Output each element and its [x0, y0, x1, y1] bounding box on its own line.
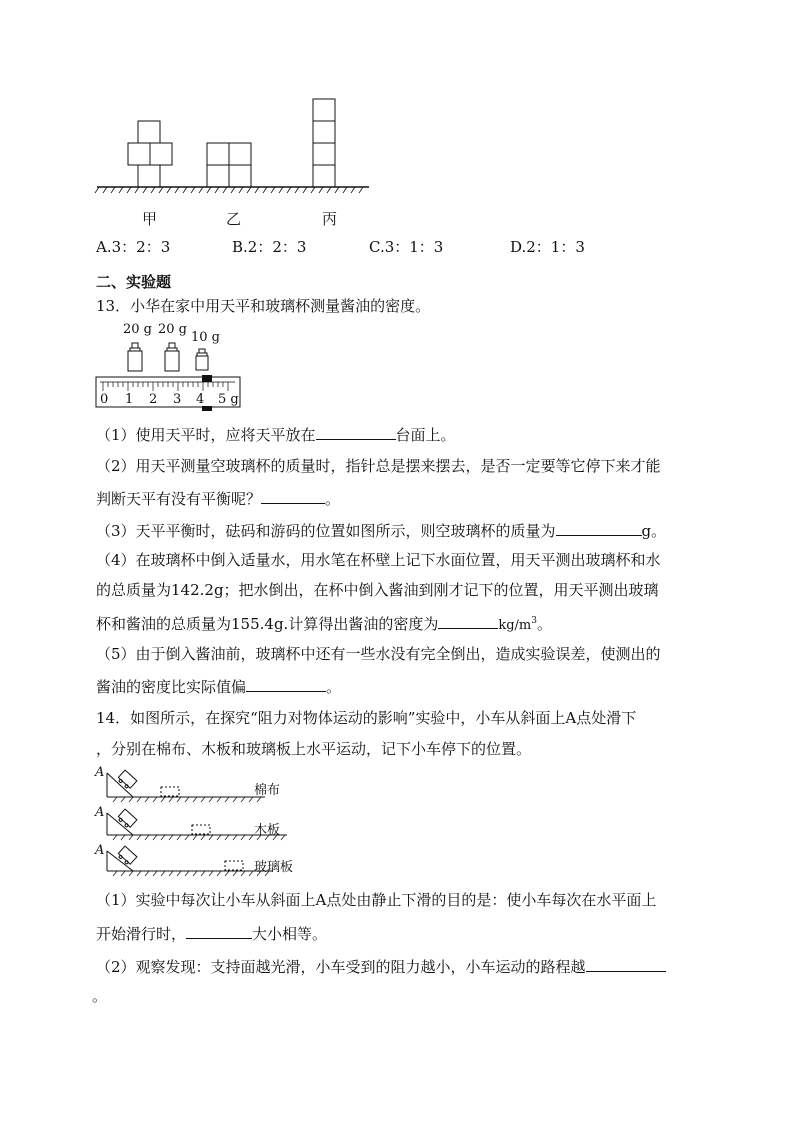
- q13-part2-line1: （2）用天平测量空玻璃杯的质量时，指针总是摆来摆去，是否一定要等它停下来才能: [96, 457, 661, 475]
- ramp3-surface-label: 玻璃板: [254, 860, 294, 875]
- q13-part4-line1: （4）在玻璃杯中倒入适量水，用水笔在杯壁上记下水面位置，用天平测出玻璃杯和水: [96, 551, 661, 569]
- weight-label-3: 10 g: [191, 330, 220, 345]
- q13-part1: [96, 423, 456, 445]
- section-title: 二、实验题: [96, 273, 172, 291]
- q14-part2-line1: [96, 955, 666, 977]
- ramp1-surface-label: 棉布: [254, 783, 281, 798]
- q13-part4-unit-exp: 3: [531, 616, 537, 626]
- tick-5: 5 g: [218, 392, 239, 407]
- q13-blank-5[interactable]: [246, 675, 326, 692]
- blocks-figure: [95, 95, 375, 195]
- q13-part2-text-a: 判断天平有没有平衡呢？: [96, 490, 262, 508]
- q13-part4-unit: kg/m: [498, 618, 532, 633]
- q13-part2-line2: [96, 487, 340, 509]
- tick-1: 1: [125, 392, 134, 407]
- q13-blank-2[interactable]: [261, 487, 325, 504]
- option-c: C.3：1：3: [369, 238, 444, 256]
- q13-blank-1[interactable]: [316, 423, 396, 440]
- q13-blank-4[interactable]: [438, 612, 498, 629]
- q14-blank-1[interactable]: [186, 922, 252, 939]
- tick-4: 4: [196, 392, 205, 407]
- weight-10g: [196, 349, 208, 370]
- option-d: D.2：1：3: [510, 238, 585, 256]
- q13-part3: [96, 519, 666, 541]
- weight-20g-1: [128, 343, 142, 371]
- ramp1-point-label: A: [95, 765, 105, 780]
- q13-part5-text-b: 。: [326, 678, 342, 696]
- q14-part1-text-b: 大小相等。: [252, 925, 328, 943]
- q14-stem-line2: ，分别在棉布、木板和玻璃板上水平运动，记下小车停下的位置。: [96, 740, 532, 758]
- weight-label-1: 20 g: [123, 322, 152, 337]
- q13-part2-text-b: 。: [325, 490, 341, 508]
- q14-part1-line1: （1）实验中每次让小车从斜面上A点处由静止下滑的目的是：使小车每次在水平面上: [96, 891, 657, 909]
- scale-rider-top: [202, 375, 212, 382]
- q13-part5-line1: （5）由于倒入酱油前，玻璃杯中还有一些水没有完全倒出，造成实验误差，使测出的: [96, 645, 661, 663]
- q13-part5-text-a: 酱油的密度比实际值偏: [96, 678, 247, 696]
- q14-blank-2[interactable]: [586, 955, 666, 972]
- label-yi: 乙: [226, 210, 242, 228]
- q13-blank-3[interactable]: [556, 519, 642, 536]
- ramp-cloth: [107, 770, 265, 802]
- q14-part1-line2: [96, 922, 327, 944]
- q14-stem-line1: 14．如图所示，在探究“阻力对物体运动的影响”实验中，小车从斜面上A点处滑下: [96, 709, 637, 727]
- q13-part3-text-b: g。: [641, 522, 667, 540]
- ramp2-point-label: A: [95, 805, 105, 820]
- q13-part1-text-a: （1）使用天平时，应将天平放在: [96, 426, 316, 444]
- ramp3-point-label: A: [95, 843, 105, 858]
- weight-20g-2: [165, 343, 179, 371]
- q14-part2-text-a: （2）观察发现：支持面越光滑，小车受到的阻力越小，小车运动的路程越: [96, 958, 586, 976]
- option-b: B.2：2：3: [232, 238, 307, 256]
- q14-part1-text-a: 开始滑行时，: [96, 925, 187, 943]
- stack-yi: [207, 143, 251, 187]
- option-a: A.3：2：3: [96, 238, 171, 256]
- tick-2: 2: [149, 392, 158, 407]
- q13-part4-line3: [96, 611, 552, 636]
- q13-part3-text-a: （3）天平平衡时，砝码和游码的位置如图所示，则空玻璃杯的质量为: [96, 522, 556, 540]
- stack-jia: [128, 121, 172, 187]
- q13-part4-text-b: 。: [536, 615, 552, 633]
- label-jia: 甲: [142, 210, 158, 228]
- tick-3: 3: [173, 392, 182, 407]
- q13-part4-line2: 的总质量为142.2g；把水倒出，在杯中倒入酱油到刚才记下的位置，用天平测出玻璃: [96, 581, 659, 599]
- q13-part1-text-b: 台面上。: [395, 426, 456, 444]
- q13-part5-line2: [96, 675, 341, 697]
- ramp-glass: [107, 846, 273, 876]
- q13-part4-text-a: 杯和酱油的总质量为155.4g.计算得出酱油的密度为: [96, 615, 439, 633]
- stack-bing: [313, 99, 335, 187]
- ramp2-surface-label: 木板: [254, 823, 281, 838]
- q14-part2-end: 。: [92, 987, 108, 1005]
- label-bing: 丙: [322, 210, 338, 228]
- weight-label-2: 20 g: [158, 322, 187, 337]
- tick-0: 0: [100, 392, 109, 407]
- q13-stem: 13．小华在家中用天平和玻璃杯测量酱油的密度。: [96, 297, 431, 315]
